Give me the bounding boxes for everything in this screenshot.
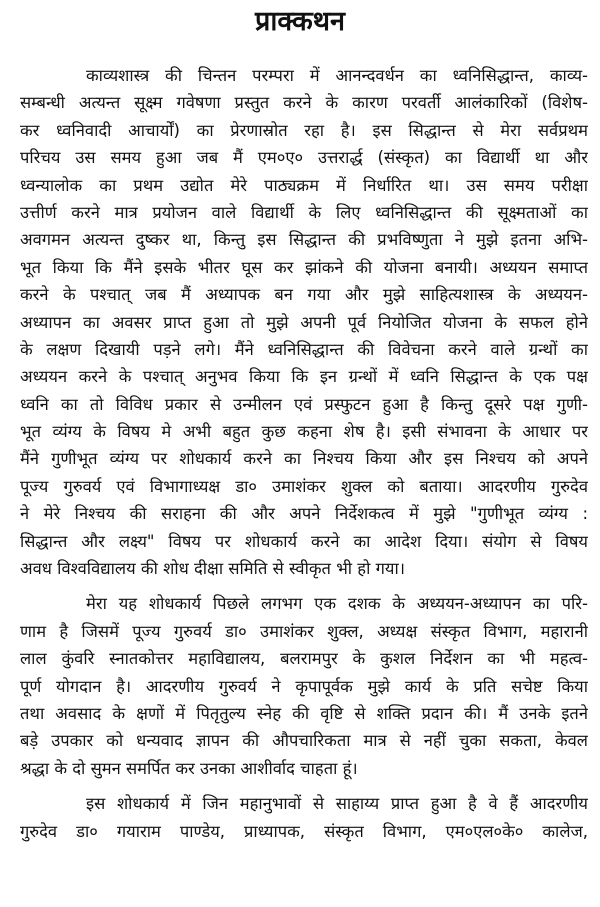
text-line: लाल कुंवरि स्नातकोत्तर महाविद्यालय, बलरामपुर के कुशल निर्देशन का भी महत्व- bbox=[20, 649, 588, 669]
text-line: इस शोधकार्य में जिन महानुभावों से साहाय्य प्राप्त हुआ है वे हैं आदरणीय bbox=[86, 794, 588, 814]
text-line: अवगमन अत्यन्त दुष्कर था, किन्तु इस सिद्धान्त की प्रभविष्णुता ने मुझे इतना अभि- bbox=[20, 230, 588, 250]
text-line: मैंने गुणीभूत व्यंग्य पर शोधकार्य करने का निश्चय किया और इस निश्चय को अपने bbox=[20, 449, 588, 469]
text-line: अध्ययन करने के पश्चात् अनुभव किया कि इन ग्रन्थों में ध्वनि सिद्धान्त के एक पक्ष bbox=[20, 367, 588, 387]
text-line: गुरुदेव डा० गयाराम पाण्डेय, प्राध्यापक, संस्कृत विभाग, एम०एल०के० कालेज, bbox=[20, 821, 588, 841]
text-line: भूत किया कि मैंने इसके भीतर घूस कर झांकने की योजना बनायी। अध्ययन समाप्त bbox=[20, 257, 588, 277]
text-line: अवध विश्वविद्यालय की शोध दीक्षा समिति से स्वीकृत भी हो गया। bbox=[20, 559, 405, 579]
text-line: णाम है जिसमें पूज्य गुरुवर्य डा० उमाशंकर शुक्ल, अध्यक्ष संस्कृत विभाग, महारानी bbox=[20, 621, 588, 641]
text-line: पूज्य गुरुवर्य एवं विभागाध्यक्ष डा० उमाशंकर शुक्ल को बताया। आदरणीय गुरुदेव bbox=[20, 476, 588, 496]
text-line: ध्वनि का तो विविध प्रकार से उन्मीलन एवं प्रस्फुटन हुआ है किन्तु दूसरे पक्ष गुणी- bbox=[20, 394, 588, 414]
paragraph bbox=[20, 62, 588, 582]
text-line: करने के पश्चात् जब मैं अध्यापक बन गया और मुझे साहित्यशास्त्र के अध्ययन- bbox=[20, 285, 588, 305]
text-line: मेरा यह शोधकार्य पिछले लगभग एक दशक के अध्ययन-अध्यापन का परि- bbox=[86, 594, 588, 614]
text-line: ध्वन्यालोक का प्रथम उद्योत मेरे पाठ्यक्रम में निर्धारित था। उस समय परीक्षा bbox=[20, 175, 588, 195]
text-line: ने मेरे निश्चय की सराहना की और अपने निर्देशकत्व में मुझे "गुणीभूत व्यंग्य : bbox=[20, 504, 588, 524]
text-line: उत्तीर्ण करने मात्र प्रयोजन वाले विद्यार्थी के लिए ध्वनिसिद्धान्त की सूक्ष्मताओं का bbox=[20, 202, 588, 222]
text-line: परिचय उस समय हुआ जब मैं एम०ए० उत्तरार्द्ध (संस्कृत) का विद्यार्थी था और bbox=[20, 148, 588, 168]
text-line: श्रद्धा के दो सुमन समर्पित कर उनका आशीर्वाद चाहता हूं। bbox=[20, 758, 358, 778]
paragraph bbox=[20, 790, 588, 845]
text-line: बड़े उपकार को धन्यवाद ज्ञापन की औपचारिकता मात्र से नहीं चुका सकता, केवल bbox=[20, 731, 588, 751]
text-line: सिद्धान्त और लक्ष्य" विषय पर शोधकार्य करने का आदेश दिया। संयोग से विषय bbox=[20, 531, 588, 551]
text-line: अध्यापन का अवसर प्राप्त हुआ तो मुझे अपनी पूर्व नियोजित योजना के सफल होने bbox=[20, 312, 588, 332]
text-line: काव्यशास्त्र की चिन्तन परम्परा में आनन्दवर्धन का ध्वनिसिद्धान्त, काव्य- bbox=[86, 66, 588, 85]
document-body bbox=[20, 62, 588, 853]
text-line: तथा अवसाद के क्षणों में पितृतुल्य स्नेह की वृष्टि से शक्ति प्रदान की। मैं उनके इतने bbox=[20, 703, 588, 723]
text-line: पूर्ण योगदान है। आदरणीय गुरुवर्य ने कृपापूर्वक मुझे कार्य के प्रति सचेष्ट किया bbox=[20, 676, 588, 696]
text-line: भूत व्यंग्य के विषय मे अभी बहुत कुछ कहना शेष है। इसी संभावना के आधार पर bbox=[20, 422, 588, 442]
paragraph bbox=[20, 590, 588, 782]
text-line: के लक्षण दिखायी पड़ने लगे। मैंने ध्वनिसिद्धान्त की विवेचना करने वाले ग्रन्थों का bbox=[20, 339, 588, 359]
text-line: सम्बन्धी अत्यन्त सूक्ष्म गवेषणा प्रस्तुत करने के कारण परवर्ती आलंकारिकों (विशेष- bbox=[20, 93, 588, 113]
page-title: प्राक्कथन bbox=[254, 6, 346, 37]
text-line: कर ध्वनिवादी आचार्यों) का प्रेरणास्रोत रहा है। इस सिद्धान्त से मेरा सर्वप्रथम bbox=[20, 120, 588, 140]
